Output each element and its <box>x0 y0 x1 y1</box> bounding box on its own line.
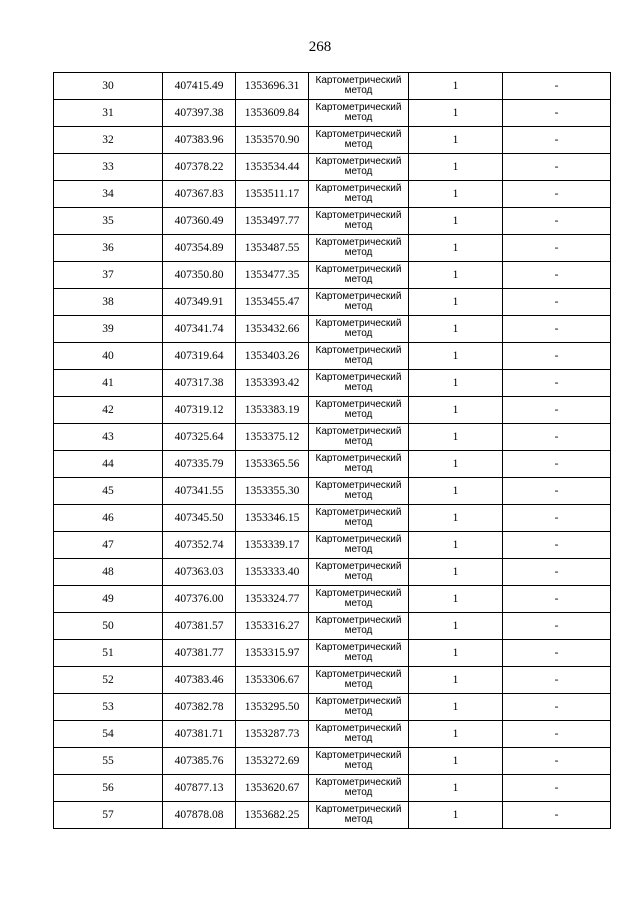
point-number-cell: 41 <box>54 370 163 397</box>
table-row <box>54 73 611 100</box>
table-row <box>54 100 611 127</box>
point-number-cell: 51 <box>54 640 163 667</box>
point-number-cell: 39 <box>54 316 163 343</box>
accuracy-cell: 1 <box>409 316 503 343</box>
x-coordinate-cell: 407352.74 <box>163 532 236 559</box>
x-coordinate-cell: 407360.49 <box>163 208 236 235</box>
method-line-2: метод <box>344 85 373 96</box>
accuracy-cell: 1 <box>409 802 503 829</box>
method-cell <box>309 73 409 100</box>
accuracy-cell: 1 <box>409 235 503 262</box>
method-cell <box>309 478 409 505</box>
table-row <box>54 775 611 802</box>
table-row <box>54 667 611 694</box>
y-coordinate-cell: 1353324.77 <box>236 586 309 613</box>
method-line-2: метод <box>344 733 373 744</box>
accuracy-cell: 1 <box>409 559 503 586</box>
y-coordinate-cell: 1353477.35 <box>236 262 309 289</box>
y-coordinate-cell: 1353609.84 <box>236 100 309 127</box>
method-line-1: Картометрический <box>315 614 402 626</box>
method-line-2: метод <box>344 490 373 501</box>
accuracy-cell: 1 <box>409 100 503 127</box>
method-line-2: метод <box>344 166 373 177</box>
method-line-1: Картометрический <box>315 209 402 221</box>
method-cell <box>309 748 409 775</box>
method-cell <box>309 154 409 181</box>
point-number-cell: 35 <box>54 208 163 235</box>
x-coordinate-cell: 407877.13 <box>163 775 236 802</box>
table-row <box>54 397 611 424</box>
y-coordinate-cell: 1353333.40 <box>236 559 309 586</box>
x-coordinate-cell: 407381.77 <box>163 640 236 667</box>
method-line-2: метод <box>344 247 373 258</box>
note-cell: - <box>503 586 611 613</box>
table-row <box>54 721 611 748</box>
point-number-cell: 40 <box>54 343 163 370</box>
method-line-2: метод <box>344 409 373 420</box>
point-number-cell: 48 <box>54 559 163 586</box>
note-cell: - <box>503 370 611 397</box>
note-cell: - <box>503 748 611 775</box>
point-number-cell: 45 <box>54 478 163 505</box>
accuracy-cell: 1 <box>409 73 503 100</box>
method-line-1: Картометрический <box>315 533 402 545</box>
x-coordinate-cell: 407382.78 <box>163 694 236 721</box>
method-line-2: метод <box>344 463 373 474</box>
method-line-2: метод <box>344 787 373 798</box>
method-cell <box>309 532 409 559</box>
table-row <box>54 802 611 829</box>
method-cell <box>309 694 409 721</box>
y-coordinate-cell: 1353383.19 <box>236 397 309 424</box>
table-row <box>54 451 611 478</box>
accuracy-cell: 1 <box>409 127 503 154</box>
method-cell <box>309 370 409 397</box>
y-coordinate-cell: 1353315.97 <box>236 640 309 667</box>
accuracy-cell: 1 <box>409 640 503 667</box>
table-body <box>54 73 611 829</box>
y-coordinate-cell: 1353511.17 <box>236 181 309 208</box>
method-line-2: метод <box>344 706 373 717</box>
note-cell: - <box>503 73 611 100</box>
table-row <box>54 262 611 289</box>
x-coordinate-cell: 407349.91 <box>163 289 236 316</box>
method-line-2: метод <box>344 220 373 231</box>
method-line-1: Картометрический <box>315 371 402 383</box>
method-line-1: Картометрический <box>315 74 402 86</box>
method-cell <box>309 424 409 451</box>
accuracy-cell: 1 <box>409 343 503 370</box>
method-cell <box>309 316 409 343</box>
table-row <box>54 154 611 181</box>
x-coordinate-cell: 407350.80 <box>163 262 236 289</box>
table-row <box>54 370 611 397</box>
note-cell: - <box>503 694 611 721</box>
point-number-cell: 42 <box>54 397 163 424</box>
accuracy-cell: 1 <box>409 451 503 478</box>
method-cell <box>309 667 409 694</box>
accuracy-cell: 1 <box>409 667 503 694</box>
note-cell: - <box>503 667 611 694</box>
method-cell <box>309 802 409 829</box>
accuracy-cell: 1 <box>409 586 503 613</box>
point-number-cell: 32 <box>54 127 163 154</box>
x-coordinate-cell: 407383.46 <box>163 667 236 694</box>
point-number-cell: 53 <box>54 694 163 721</box>
point-number-cell: 30 <box>54 73 163 100</box>
point-number-cell: 47 <box>54 532 163 559</box>
accuracy-cell: 1 <box>409 289 503 316</box>
point-number-cell: 49 <box>54 586 163 613</box>
x-coordinate-cell: 407317.38 <box>163 370 236 397</box>
method-line-2: метод <box>344 274 373 285</box>
table-row <box>54 127 611 154</box>
method-line-1: Картометрический <box>315 101 402 113</box>
note-cell: - <box>503 721 611 748</box>
x-coordinate-cell: 407878.08 <box>163 802 236 829</box>
x-coordinate-cell: 407383.96 <box>163 127 236 154</box>
point-number-cell: 31 <box>54 100 163 127</box>
table-row <box>54 478 611 505</box>
note-cell: - <box>503 343 611 370</box>
note-cell: - <box>503 640 611 667</box>
x-coordinate-cell: 407319.64 <box>163 343 236 370</box>
x-coordinate-cell: 407367.83 <box>163 181 236 208</box>
method-line-2: метод <box>344 382 373 393</box>
note-cell: - <box>503 505 611 532</box>
y-coordinate-cell: 1353295.50 <box>236 694 309 721</box>
x-coordinate-cell: 407341.74 <box>163 316 236 343</box>
table-row <box>54 208 611 235</box>
method-line-1: Картометрический <box>315 317 402 329</box>
method-line-2: метод <box>344 652 373 663</box>
method-cell <box>309 127 409 154</box>
method-line-1: Картометрический <box>315 344 402 356</box>
x-coordinate-cell: 407345.50 <box>163 505 236 532</box>
method-line-2: метод <box>344 112 373 123</box>
method-line-2: метод <box>344 139 373 150</box>
table-row <box>54 694 611 721</box>
x-coordinate-cell: 407378.22 <box>163 154 236 181</box>
method-line-1: Картометрический <box>315 236 402 248</box>
point-number-cell: 54 <box>54 721 163 748</box>
note-cell: - <box>503 532 611 559</box>
y-coordinate-cell: 1353393.42 <box>236 370 309 397</box>
method-line-2: метод <box>344 328 373 339</box>
point-number-cell: 50 <box>54 613 163 640</box>
x-coordinate-cell: 407397.38 <box>163 100 236 127</box>
method-line-2: метод <box>344 571 373 582</box>
method-line-1: Картометрический <box>315 290 402 302</box>
point-number-cell: 57 <box>54 802 163 829</box>
point-number-cell: 56 <box>54 775 163 802</box>
x-coordinate-cell: 407325.64 <box>163 424 236 451</box>
y-coordinate-cell: 1353316.27 <box>236 613 309 640</box>
table-row <box>54 235 611 262</box>
method-line-2: метод <box>344 544 373 555</box>
method-cell <box>309 505 409 532</box>
method-line-2: метод <box>344 193 373 204</box>
page-number: 268 <box>308 39 332 55</box>
method-line-2: метод <box>344 598 373 609</box>
y-coordinate-cell: 1353339.17 <box>236 532 309 559</box>
table-row <box>54 343 611 370</box>
note-cell: - <box>503 181 611 208</box>
note-cell: - <box>503 802 611 829</box>
point-number-cell: 36 <box>54 235 163 262</box>
table-row <box>54 748 611 775</box>
x-coordinate-cell: 407354.89 <box>163 235 236 262</box>
point-number-cell: 46 <box>54 505 163 532</box>
table-row <box>54 181 611 208</box>
accuracy-cell: 1 <box>409 505 503 532</box>
method-line-1: Картометрический <box>315 749 402 761</box>
point-number-cell: 44 <box>54 451 163 478</box>
note-cell: - <box>503 316 611 343</box>
note-cell: - <box>503 424 611 451</box>
y-coordinate-cell: 1353570.90 <box>236 127 309 154</box>
note-cell: - <box>503 775 611 802</box>
method-line-2: метод <box>344 625 373 636</box>
accuracy-cell: 1 <box>409 721 503 748</box>
point-number-cell: 52 <box>54 667 163 694</box>
accuracy-cell: 1 <box>409 262 503 289</box>
accuracy-cell: 1 <box>409 397 503 424</box>
table-row <box>54 424 611 451</box>
method-cell <box>309 613 409 640</box>
accuracy-cell: 1 <box>409 694 503 721</box>
note-cell: - <box>503 208 611 235</box>
method-line-1: Картометрический <box>315 695 402 707</box>
y-coordinate-cell: 1353455.47 <box>236 289 309 316</box>
method-cell <box>309 451 409 478</box>
coordinates-table <box>53 72 611 829</box>
method-line-1: Картометрический <box>315 263 402 275</box>
accuracy-cell: 1 <box>409 478 503 505</box>
method-line-2: метод <box>344 436 373 447</box>
accuracy-cell: 1 <box>409 775 503 802</box>
note-cell: - <box>503 235 611 262</box>
accuracy-cell: 1 <box>409 532 503 559</box>
accuracy-cell: 1 <box>409 181 503 208</box>
method-cell <box>309 343 409 370</box>
method-cell <box>309 262 409 289</box>
y-coordinate-cell: 1353487.55 <box>236 235 309 262</box>
accuracy-cell: 1 <box>409 370 503 397</box>
method-line-1: Картометрический <box>315 425 402 437</box>
method-cell <box>309 640 409 667</box>
x-coordinate-cell: 407381.71 <box>163 721 236 748</box>
note-cell: - <box>503 559 611 586</box>
table-row <box>54 640 611 667</box>
table-row <box>54 532 611 559</box>
x-coordinate-cell: 407385.76 <box>163 748 236 775</box>
method-line-2: метод <box>344 517 373 528</box>
accuracy-cell: 1 <box>409 154 503 181</box>
method-line-2: метод <box>344 301 373 312</box>
method-line-1: Картометрический <box>315 398 402 410</box>
x-coordinate-cell: 407341.55 <box>163 478 236 505</box>
note-cell: - <box>503 154 611 181</box>
note-cell: - <box>503 451 611 478</box>
method-line-1: Картометрический <box>315 479 402 491</box>
method-line-1: Картометрический <box>315 155 402 167</box>
y-coordinate-cell: 1353355.30 <box>236 478 309 505</box>
note-cell: - <box>503 613 611 640</box>
method-line-1: Картометрический <box>315 668 402 680</box>
x-coordinate-cell: 407415.49 <box>163 73 236 100</box>
method-line-1: Картометрический <box>315 506 402 518</box>
y-coordinate-cell: 1353696.31 <box>236 73 309 100</box>
method-line-2: метод <box>344 679 373 690</box>
x-coordinate-cell: 407381.57 <box>163 613 236 640</box>
y-coordinate-cell: 1353272.69 <box>236 748 309 775</box>
method-cell <box>309 559 409 586</box>
y-coordinate-cell: 1353306.67 <box>236 667 309 694</box>
accuracy-cell: 1 <box>409 424 503 451</box>
method-cell <box>309 181 409 208</box>
y-coordinate-cell: 1353620.67 <box>236 775 309 802</box>
method-line-1: Картометрический <box>315 128 402 140</box>
note-cell: - <box>503 397 611 424</box>
table-row <box>54 559 611 586</box>
table-row <box>54 289 611 316</box>
y-coordinate-cell: 1353287.73 <box>236 721 309 748</box>
method-line-1: Картометрический <box>315 776 402 788</box>
y-coordinate-cell: 1353375.12 <box>236 424 309 451</box>
point-number-cell: 38 <box>54 289 163 316</box>
method-line-1: Картометрический <box>315 452 402 464</box>
method-line-1: Картометрический <box>315 182 402 194</box>
method-cell <box>309 235 409 262</box>
note-cell: - <box>503 100 611 127</box>
table-row <box>54 316 611 343</box>
method-cell <box>309 397 409 424</box>
method-line-1: Картометрический <box>315 560 402 572</box>
accuracy-cell: 1 <box>409 613 503 640</box>
table-row <box>54 586 611 613</box>
method-cell <box>309 289 409 316</box>
accuracy-cell: 1 <box>409 208 503 235</box>
note-cell: - <box>503 478 611 505</box>
method-line-1: Картометрический <box>315 641 402 653</box>
method-line-2: метод <box>344 814 373 825</box>
x-coordinate-cell: 407376.00 <box>163 586 236 613</box>
method-line-1: Картометрический <box>315 722 402 734</box>
table-row <box>54 613 611 640</box>
method-cell <box>309 586 409 613</box>
x-coordinate-cell: 407363.03 <box>163 559 236 586</box>
method-line-1: Картометрический <box>315 587 402 599</box>
y-coordinate-cell: 1353534.44 <box>236 154 309 181</box>
note-cell: - <box>503 262 611 289</box>
method-line-1: Картометрический <box>315 803 402 815</box>
method-cell <box>309 721 409 748</box>
y-coordinate-cell: 1353403.26 <box>236 343 309 370</box>
point-number-cell: 33 <box>54 154 163 181</box>
y-coordinate-cell: 1353682.25 <box>236 802 309 829</box>
y-coordinate-cell: 1353365.56 <box>236 451 309 478</box>
method-cell <box>309 208 409 235</box>
note-cell: - <box>503 127 611 154</box>
point-number-cell: 37 <box>54 262 163 289</box>
point-number-cell: 43 <box>54 424 163 451</box>
method-line-2: метод <box>344 355 373 366</box>
y-coordinate-cell: 1353432.66 <box>236 316 309 343</box>
accuracy-cell: 1 <box>409 748 503 775</box>
x-coordinate-cell: 407335.79 <box>163 451 236 478</box>
method-line-2: метод <box>344 760 373 771</box>
table-row <box>54 505 611 532</box>
y-coordinate-cell: 1353346.15 <box>236 505 309 532</box>
y-coordinate-cell: 1353497.77 <box>236 208 309 235</box>
point-number-cell: 55 <box>54 748 163 775</box>
method-cell <box>309 775 409 802</box>
x-coordinate-cell: 407319.12 <box>163 397 236 424</box>
point-number-cell: 34 <box>54 181 163 208</box>
note-cell: - <box>503 289 611 316</box>
method-cell <box>309 100 409 127</box>
